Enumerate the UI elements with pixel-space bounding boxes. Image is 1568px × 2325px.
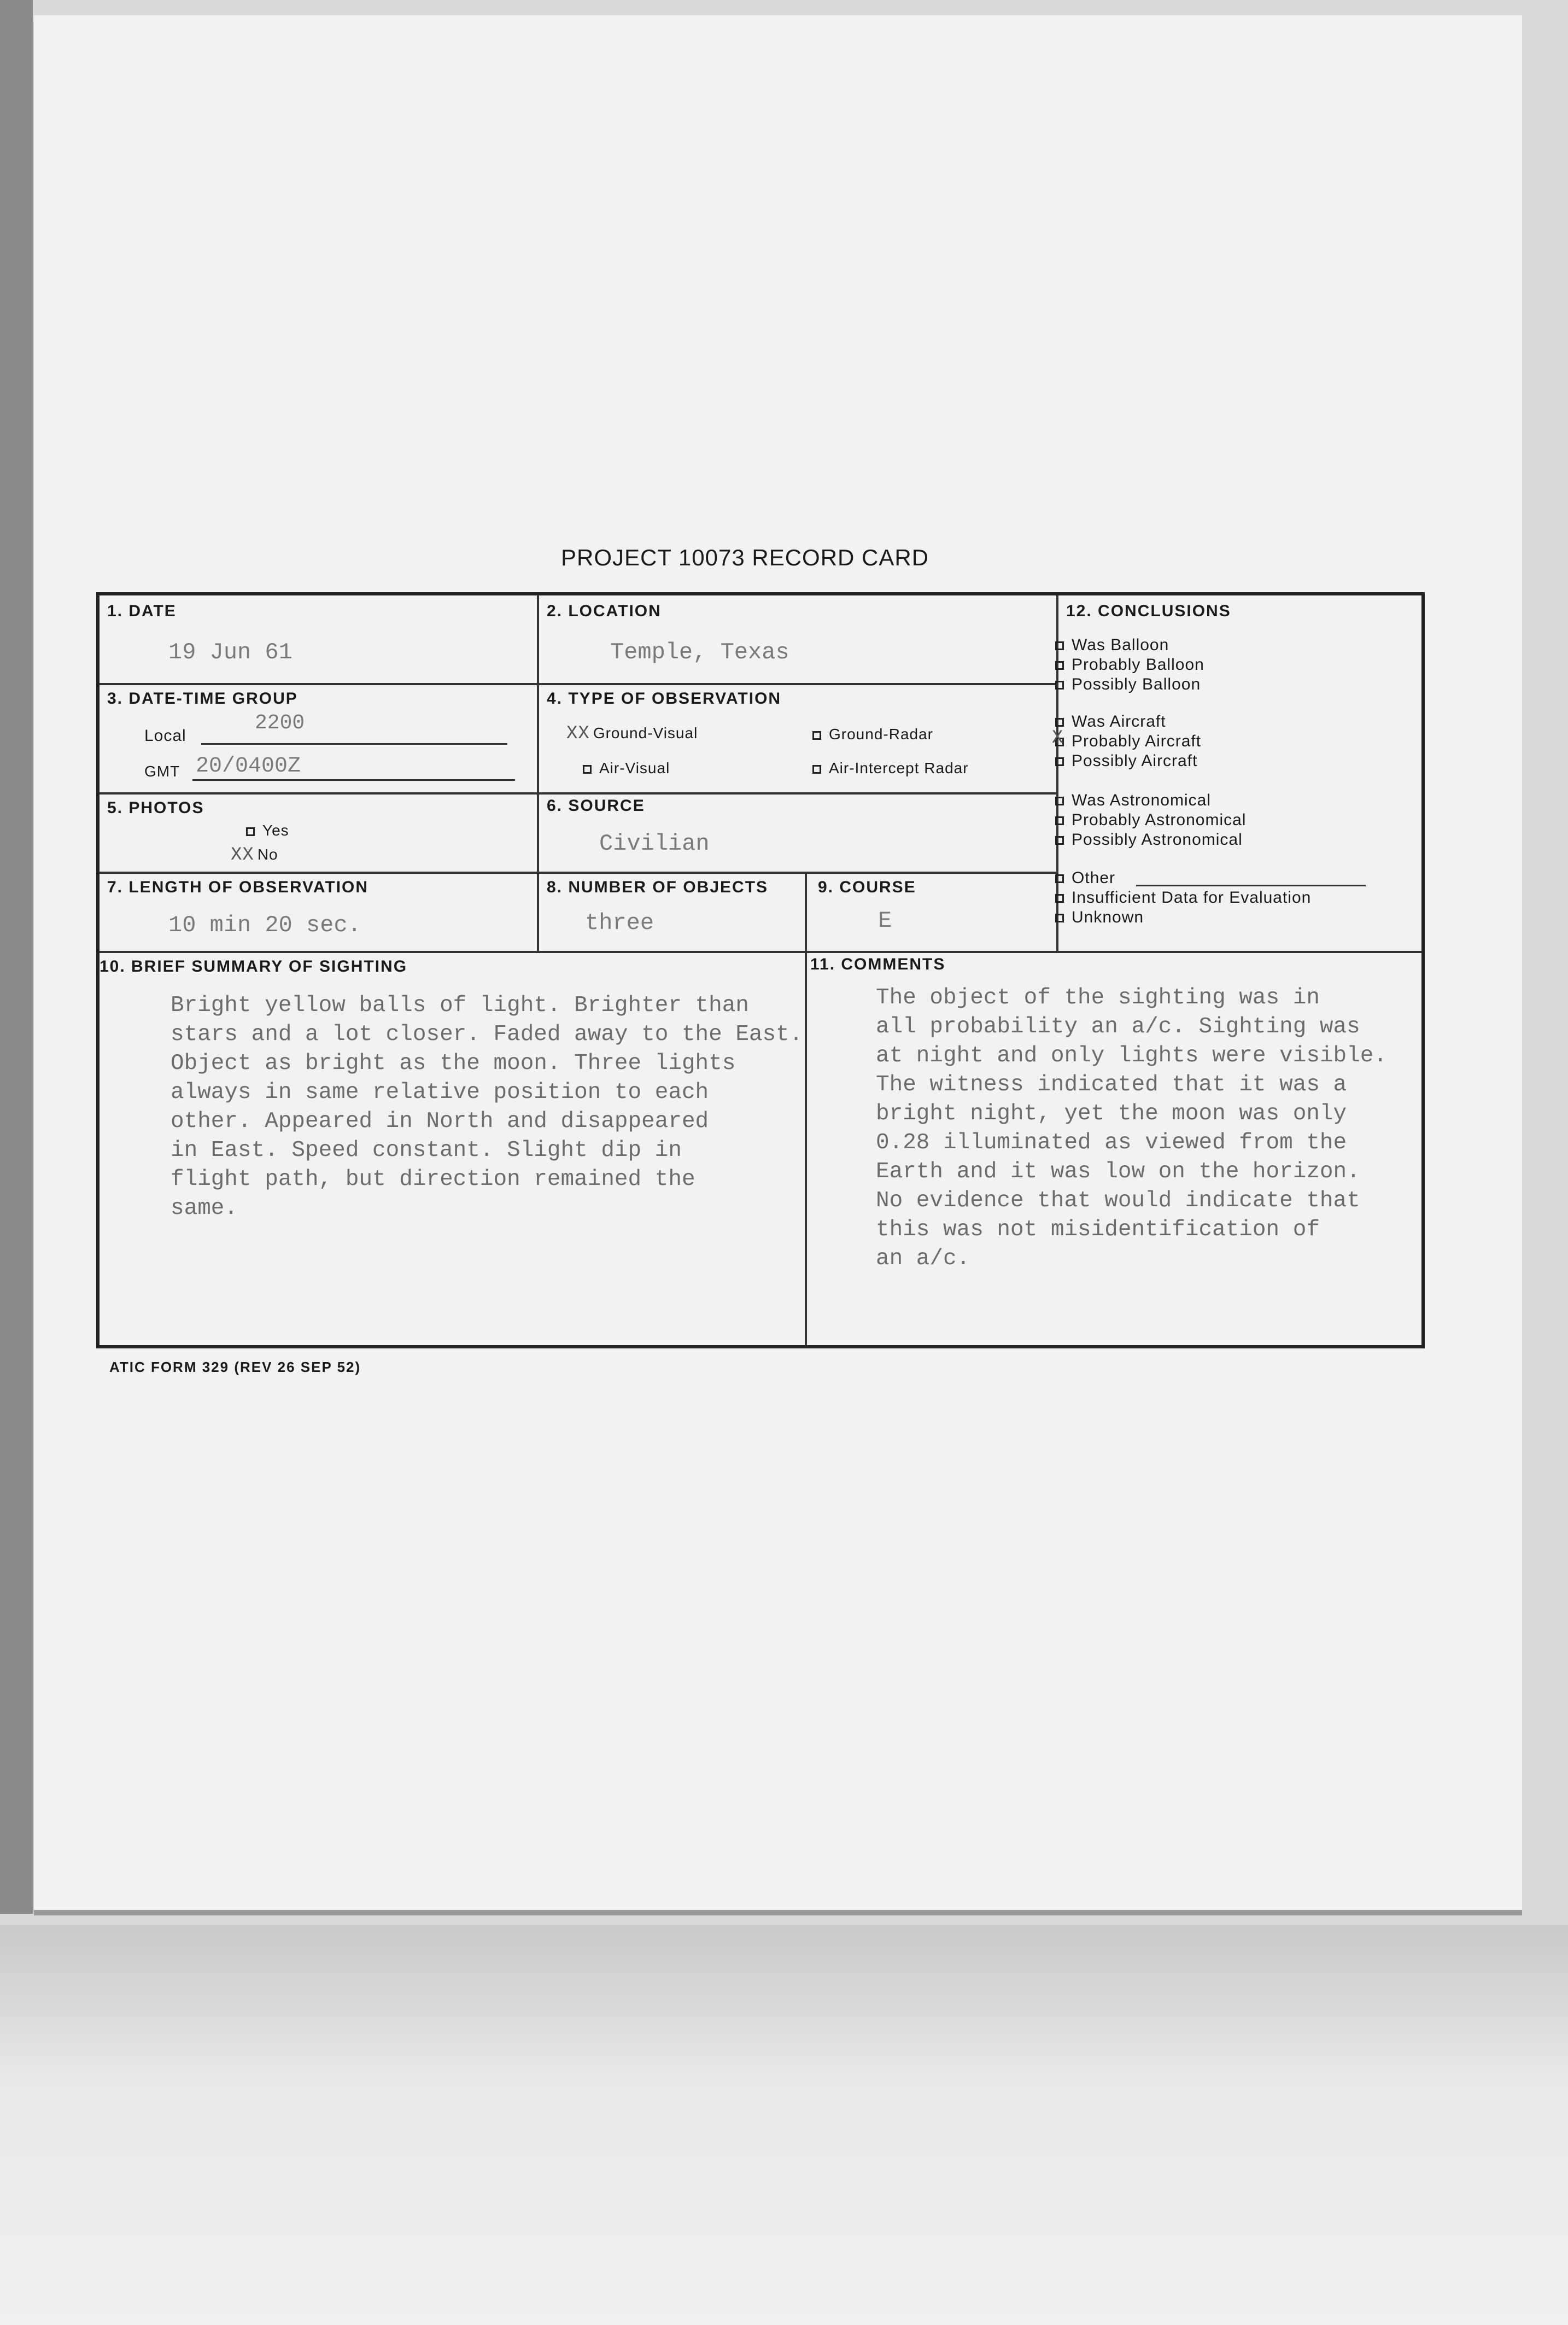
comments-cell: [805, 951, 1421, 1346]
checkbox-icon: [1055, 641, 1064, 650]
conclusions-balloon-group: [1055, 635, 1204, 694]
course-value: E: [878, 908, 892, 934]
checkbox-icon: [1055, 894, 1064, 903]
location-header: 2. LOCATION: [547, 602, 662, 620]
summary-line: in East. Speed constant. Slight dip in: [171, 1138, 682, 1163]
number-of-objects-cell: [537, 872, 805, 951]
air-intercept-radar-label: Air-Intercept Radar: [829, 760, 969, 776]
air-intercept-radar-checkbox: [812, 765, 821, 774]
checkbox-icon: [1055, 874, 1064, 883]
other-underline: [1136, 885, 1366, 886]
length-of-observation-header: 7. LENGTH OF OBSERVATION: [107, 878, 369, 896]
ground-radar-checkbox: [812, 731, 821, 740]
conclusion-probably-balloon: [1055, 655, 1204, 675]
conclusion-label: Unknown: [1072, 908, 1144, 926]
checkbox-icon: [1055, 914, 1064, 922]
air-visual-checkbox: [583, 765, 592, 774]
conclusion-probably-astronomical: [1055, 810, 1246, 830]
air-intercept-radar-option: [812, 760, 969, 777]
gmt-label: GMT: [144, 763, 180, 780]
photos-no-checkmark: XX: [231, 845, 254, 866]
local-underline: [201, 743, 507, 745]
checkbox-icon: [1055, 718, 1064, 727]
photos-yes-checkbox: [246, 827, 255, 836]
number-of-objects-value: three: [585, 910, 654, 936]
comments-line: bright night, yet the moon was only: [876, 1101, 1347, 1126]
photos-yes-option: [246, 822, 289, 839]
ground-visual-label: Ground-Visual: [593, 725, 698, 741]
type-of-observation-cell: [537, 683, 1056, 792]
checkbox-icon: [1055, 836, 1064, 845]
comments-line: 0.28 illuminated as viewed from the: [876, 1130, 1347, 1155]
checkbox-icon: [1055, 797, 1064, 805]
conclusion-unknown: [1055, 908, 1311, 927]
conclusion-label: Probably Balloon: [1072, 656, 1204, 674]
length-of-observation-value: 10 min 20 sec.: [168, 912, 361, 938]
conclusions-aircraft-group: [1052, 712, 1202, 771]
comments-header: 11. COMMENTS: [810, 955, 946, 973]
record-card: [96, 592, 1425, 1348]
conclusion-insufficient-data: [1055, 888, 1311, 908]
ground-radar-option: [812, 726, 933, 743]
summary-line: other. Appeared in North and disappeared: [171, 1109, 709, 1134]
conclusion-label: Probably Aircraft: [1072, 732, 1202, 750]
conclusions-astronomical-group: [1055, 791, 1246, 850]
date-cell: [100, 595, 537, 683]
brief-summary-text: [171, 991, 803, 1223]
photos-no-label: No: [257, 846, 278, 863]
photos-header: 5. PHOTOS: [107, 799, 204, 817]
date-time-group-header: 3. DATE-TIME GROUP: [107, 690, 298, 708]
card-title: PROJECT 10073 RECORD CARD: [561, 545, 929, 570]
conclusion-label: Other: [1072, 869, 1116, 887]
photos-yes-label: Yes: [262, 822, 289, 839]
number-of-objects-header: 8. NUMBER OF OBJECTS: [547, 878, 769, 896]
comments-line: The witness indicated that it was a: [876, 1072, 1347, 1097]
conclusion-label: Insufficient Data for Evaluation: [1072, 889, 1312, 907]
conclusion-label: Was Balloon: [1072, 636, 1169, 654]
summary-line: same.: [171, 1196, 238, 1221]
check-x-icon: X: [1052, 728, 1064, 749]
summary-line: Object as bright as the moon. Three lights: [171, 1051, 736, 1076]
conclusion-probably-aircraft: [1052, 728, 1202, 751]
comments-line: all probability an a/c. Sighting was: [876, 1014, 1360, 1039]
ground-visual-option: [566, 723, 698, 744]
course-cell: [805, 872, 1056, 951]
conclusion-label: Was Aircraft: [1072, 712, 1166, 731]
conclusion-label: Possibly Astronomical: [1072, 831, 1243, 849]
summary-line: Bright yellow balls of light. Brighter than: [171, 993, 749, 1018]
conclusion-possibly-balloon: [1055, 675, 1204, 694]
conclusion-label: Possibly Balloon: [1072, 675, 1201, 693]
conclusion-label: Possibly Aircraft: [1072, 752, 1198, 770]
conclusion-label: Was Astronomical: [1072, 791, 1211, 809]
conclusions-header: 12. CONCLUSIONS: [1066, 602, 1231, 620]
checkbox-icon: [1055, 816, 1064, 825]
summary-line: always in same relative position to each: [171, 1080, 709, 1105]
conclusion-was-balloon: [1055, 635, 1204, 655]
form-number: ATIC FORM 329 (REV 26 SEP 52): [109, 1359, 361, 1375]
date-value: 19 Jun 61: [168, 639, 292, 665]
source-value: Civilian: [599, 831, 710, 857]
photos-cell: [100, 792, 537, 872]
comments-text: [876, 984, 1387, 1274]
checkbox-icon: [1055, 661, 1064, 670]
location-cell: [537, 595, 1056, 683]
length-of-observation-cell: [100, 872, 537, 951]
source-header: 6. SOURCE: [547, 797, 645, 815]
conclusions-other-group: [1055, 868, 1311, 927]
brief-summary-cell: [100, 951, 805, 1346]
conclusion-label: Probably Astronomical: [1072, 811, 1247, 829]
summary-line: stars and a lot closer. Faded away to the East.: [171, 1022, 803, 1047]
air-visual-option: [583, 760, 670, 777]
film-edge: [0, 0, 33, 1914]
conclusion-was-astronomical: [1055, 791, 1246, 810]
comments-line: an a/c.: [876, 1246, 970, 1271]
gmt-value: 20/0400Z: [196, 754, 301, 779]
checkbox-icon: [1055, 681, 1064, 690]
date-header: 1. DATE: [107, 602, 177, 620]
checkbox-icon: [1055, 757, 1064, 766]
conclusion-was-aircraft: [1055, 712, 1201, 732]
location-value: Temple, Texas: [610, 639, 789, 665]
summary-line: flight path, but direction remained the: [171, 1167, 695, 1192]
course-header: 9. COURSE: [818, 878, 916, 896]
ground-visual-checkmark: XX: [566, 723, 590, 744]
comments-line: at night and only lights were visible.: [876, 1043, 1387, 1068]
date-time-group-cell: [100, 683, 537, 792]
comments-line: Earth and it was low on the horizon.: [876, 1159, 1360, 1184]
conclusion-other: [1055, 868, 1311, 888]
local-value: 2200: [255, 711, 305, 735]
brief-summary-header: 10. BRIEF SUMMARY OF SIGHTING: [100, 957, 408, 975]
conclusion-possibly-aircraft: [1055, 751, 1201, 771]
local-label: Local: [144, 727, 186, 745]
gmt-underline: [192, 779, 515, 781]
comments-line: this was not misidentification of: [876, 1217, 1320, 1242]
ground-radar-label: Ground-Radar: [829, 726, 933, 743]
lower-page-edge: [0, 1925, 1568, 2325]
comments-line: No evidence that would indicate that: [876, 1188, 1360, 1213]
source-cell: [537, 792, 1056, 872]
type-of-observation-header: 4. TYPE OF OBSERVATION: [547, 690, 782, 708]
conclusion-possibly-astronomical: [1055, 830, 1246, 850]
comments-line: The object of the sighting was in: [876, 985, 1320, 1010]
air-visual-label: Air-Visual: [599, 760, 670, 776]
photos-no-option: [231, 845, 278, 866]
